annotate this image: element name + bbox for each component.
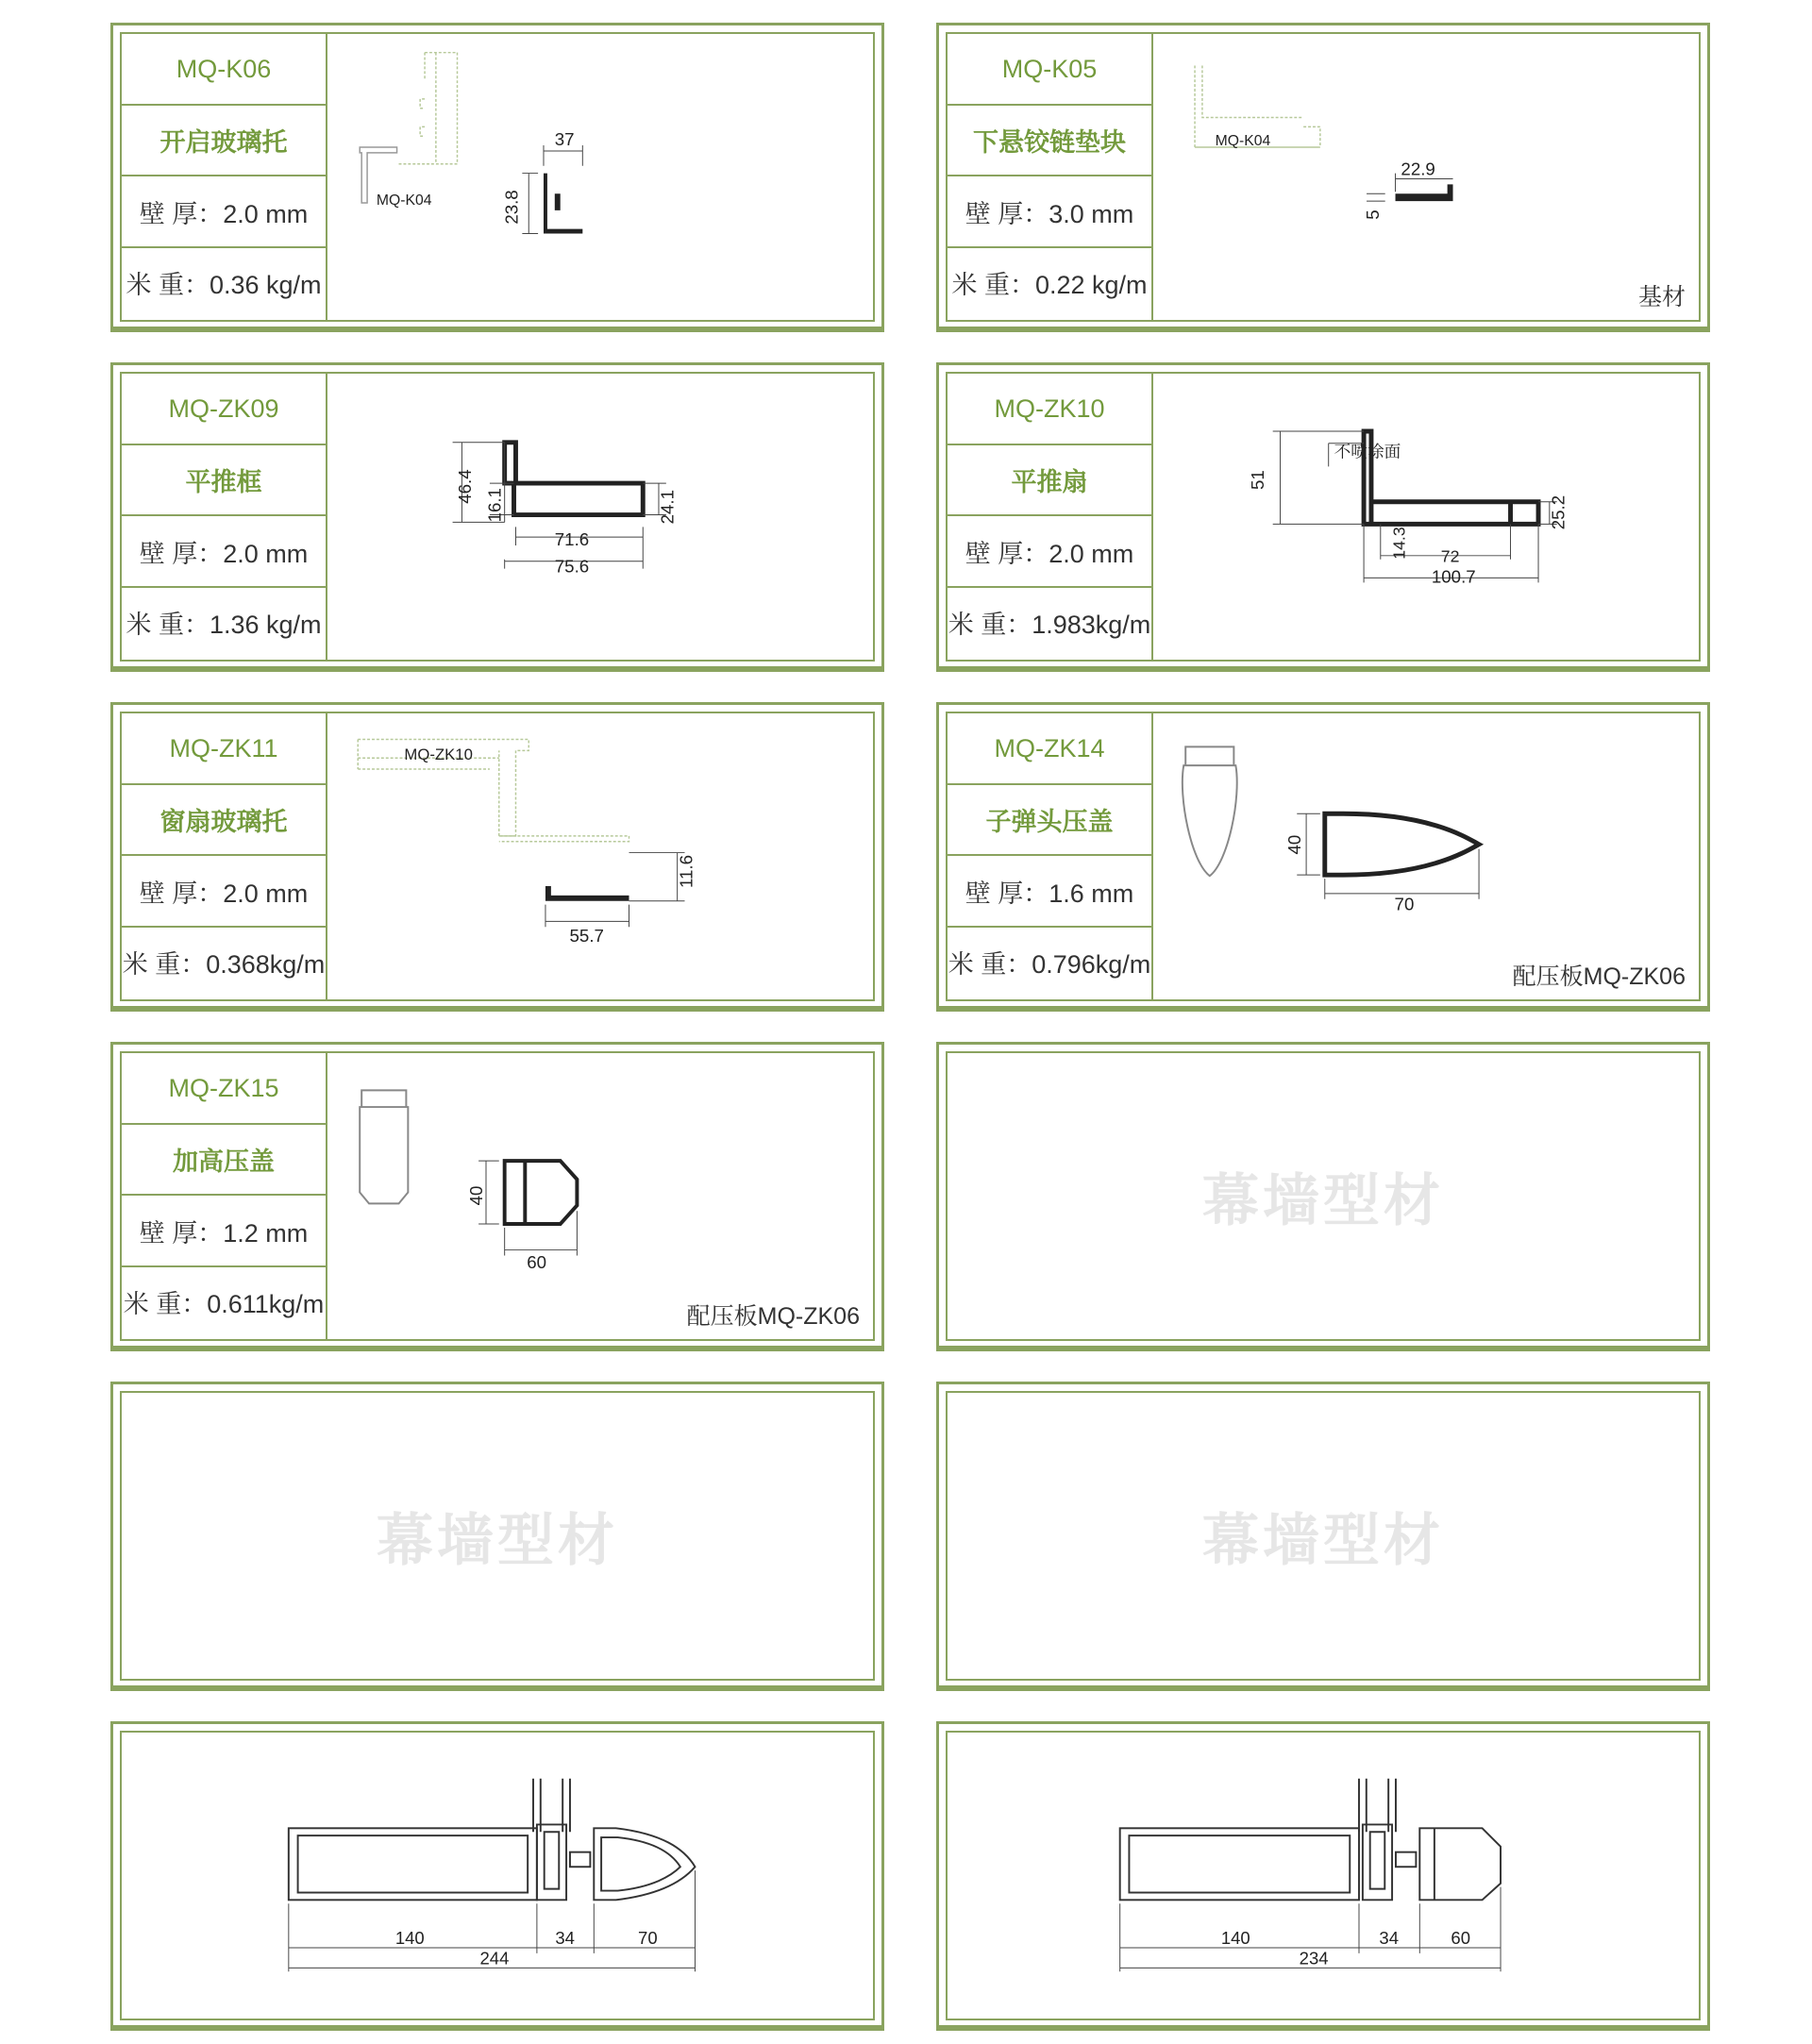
profile-drawing — [327, 1053, 873, 1339]
profile-code: MQ-K06 — [176, 54, 272, 83]
dim-width: 60 — [527, 1252, 547, 1273]
wall-thickness: 壁 厚：2.0 mm — [139, 199, 309, 228]
profile-code: MQ-ZK11 — [169, 733, 278, 762]
profile-name: 平推扇 — [1011, 467, 1088, 496]
profile-name: 窗扇玻璃托 — [159, 807, 288, 836]
assembly-diagram — [122, 1733, 873, 2019]
section-diagram — [327, 713, 873, 999]
spec-panel — [122, 34, 327, 320]
ref-label: MQ-K04 — [1215, 133, 1271, 150]
dim-width: 55.7 — [569, 926, 604, 947]
dim-height: 40 — [1284, 834, 1305, 855]
dim-total: 234 — [1299, 1948, 1329, 1969]
ref-label: MQ-K04 — [376, 193, 432, 209]
profile-drawing — [327, 713, 873, 999]
dim-height: 23.8 — [501, 190, 522, 225]
dim-height: 5 — [1362, 209, 1383, 220]
dim-width: 70 — [1394, 894, 1415, 914]
profile-card-mq-zk10 — [936, 362, 1710, 672]
dim-b: 34 — [555, 1928, 575, 1949]
dim-width: 22.9 — [1401, 159, 1435, 179]
spec-panel — [948, 713, 1153, 999]
profile-card-mq-zk14 — [936, 702, 1710, 1012]
section-diagram — [1153, 34, 1699, 320]
profile-drawing — [1153, 34, 1699, 320]
profile-name: 加高压盖 — [173, 1147, 275, 1176]
meter-weight: 米 重：0.22 kg/m — [951, 270, 1148, 299]
note-label: 配压板MQ-ZK06 — [1512, 963, 1686, 990]
meter-weight: 米 重：0.368kg/m — [122, 949, 326, 979]
wall-thickness: 壁 厚：2.0 mm — [139, 879, 309, 908]
meter-weight: 米 重：1.983kg/m — [948, 610, 1151, 639]
watermark: 幕墙型材 — [1202, 1508, 1444, 1572]
spec-panel — [122, 1053, 327, 1339]
profile-card-mq-zk09 — [110, 362, 884, 672]
meter-weight: 米 重：1.36 kg/m — [126, 610, 322, 639]
note-label: 基材 — [1637, 284, 1686, 310]
profile-card-mq-zk11 — [110, 702, 884, 1012]
dim-inner: 72 — [1440, 546, 1460, 566]
wall-thickness: 壁 厚：3.0 mm — [965, 199, 1134, 228]
dim-inner: 71.6 — [554, 528, 590, 549]
dim-a: 140 — [394, 1928, 425, 1949]
dim-total: 100.7 — [1431, 566, 1476, 587]
dim-width: 37 — [554, 129, 575, 150]
profile-code: MQ-K05 — [1001, 54, 1098, 83]
dim-a: 140 — [1220, 1928, 1250, 1949]
dim-right: 24.1 — [657, 489, 678, 525]
profile-name: 平推框 — [185, 467, 262, 496]
spec-panel — [948, 374, 1153, 660]
profile-code: MQ-ZK09 — [168, 394, 279, 423]
spec-panel — [122, 374, 327, 660]
profile-card-mq-k06 — [110, 23, 884, 332]
meter-weight: 米 重：0.796kg/m — [948, 949, 1151, 979]
dim-total: 244 — [479, 1948, 510, 1969]
ref-label: MQ-ZK10 — [404, 746, 473, 764]
empty-card — [110, 1382, 884, 1691]
profile-card-mq-zk15 — [110, 1042, 884, 1351]
dim-height: 46.4 — [455, 469, 476, 504]
empty-card — [936, 1042, 1710, 1351]
wall-thickness: 壁 厚：2.0 mm — [139, 539, 309, 568]
assembly-card-right — [936, 1721, 1710, 2031]
dim-height: 40 — [466, 1185, 487, 1206]
profile-drawing — [1153, 374, 1699, 660]
profile-code: MQ-ZK14 — [994, 733, 1105, 762]
meter-weight: 米 重：0.611kg/m — [123, 1289, 325, 1318]
dim-right: 25.2 — [1548, 494, 1569, 530]
section-diagram — [1153, 374, 1699, 660]
dim-sub-height: 16.1 — [484, 488, 505, 523]
wall-thickness: 壁 厚：1.6 mm — [965, 879, 1134, 908]
profile-card-mq-k05 — [936, 23, 1710, 332]
profile-name: 开启玻璃托 — [159, 127, 288, 157]
spec-panel — [948, 34, 1153, 320]
profile-name: 子弹头压盖 — [985, 807, 1114, 836]
section-diagram — [327, 374, 873, 660]
dim-b: 34 — [1379, 1928, 1400, 1949]
watermark: 幕墙型材 — [377, 1508, 618, 1572]
profile-drawing — [1153, 713, 1699, 999]
watermark: 幕墙型材 — [1202, 1168, 1444, 1232]
section-diagram — [327, 1053, 873, 1339]
dim-c: 70 — [638, 1928, 658, 1949]
spec-panel — [122, 713, 327, 999]
profile-drawing — [327, 34, 873, 320]
wall-thickness: 壁 厚：2.0 mm — [965, 539, 1134, 568]
assembly-diagram — [948, 1733, 1699, 2019]
meter-weight: 米 重：0.36 kg/m — [126, 270, 322, 299]
dim-total: 75.6 — [554, 556, 590, 577]
dim-c: 60 — [1451, 1928, 1471, 1949]
paint-note: 不喷涂面 — [1334, 442, 1401, 461]
profile-name: 下悬铰链垫块 — [973, 127, 1126, 157]
dim-sub-height: 14.3 — [1389, 527, 1409, 560]
section-diagram — [327, 34, 873, 320]
note-label: 配压板MQ-ZK06 — [686, 1303, 860, 1330]
dim-height: 51 — [1247, 470, 1267, 490]
profile-code: MQ-ZK15 — [168, 1073, 279, 1102]
profile-drawing — [327, 374, 873, 660]
wall-thickness: 壁 厚：1.2 mm — [139, 1218, 309, 1248]
assembly-card-left — [110, 1721, 884, 2031]
section-diagram — [1153, 713, 1699, 999]
dim-height: 11.6 — [676, 854, 696, 888]
empty-card — [936, 1382, 1710, 1691]
profile-code: MQ-ZK10 — [994, 394, 1105, 423]
